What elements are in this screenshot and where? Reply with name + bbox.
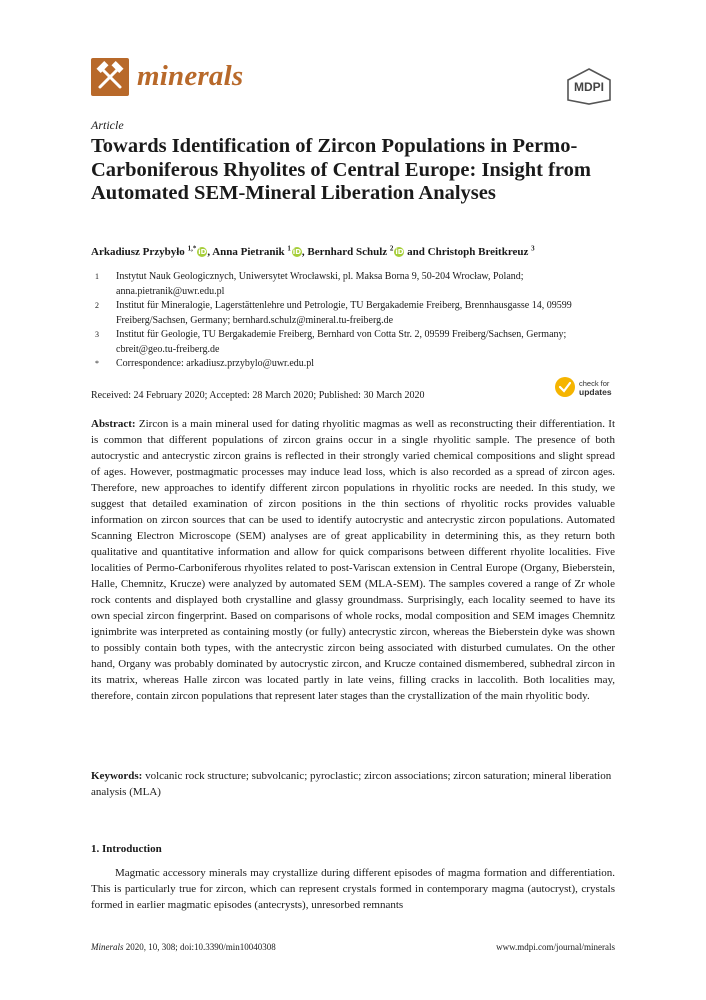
abstract-text: Zircon is a main mineral used for dating rhyolitic magmas as well as reconstructing their differentiation. It is common that different populations of zircon grains occur in a single rhyolitic sample. The presence of both autocrystic and antecrystic zircon grains is reflected in their strongly varied chemical compositions and slight spread of ages. However, postmagmatic processes may induce lead loss, which is also recorded as a spread of zircon ages. Therefore, new approaches to identify different zircon populations in rhyolitic rocks are needed. In this study, we suggest that detailed examination of zircon positions in the thin sections of rhyolitic rocks provides valuable information on zircon sources that can be used to identify autocrystic and antecrystic zircon populations. Automated Scanning Electron Microscope (SEM) analyses are of great applicability in determining this, as they return both qualitative and quantitative information and allow for quick comparisons between different rhyolite localities. Five localities of Permo-Carboniferous rhyolites related to post-Variscan extension in Central Europe (Organy, Bieberstein, Halle, Chemnitz, Krucze) were analyzed by automated SEM (MLA-SEM). The samples covered a range of Zr whole rock contents and displayed both crystalline and glassy groundmass. Surprisingly, each locality seemed to have its own special zircon fingerprint. Based on comparisons of whole rocks, modal composition and SEM images Chemnitz ignimbrite was interpreted as containing mostly (or fully) antecrystic zircon, whereas the Bieberstein dyke was shown to possibly contain both types, with the antecrystic zircon being associated with disturbed cumulates. On the other hand, Organy was probably dominated by autocrystic zircon, and Krucze contained dismembered, subhedral zircon in its matrix, whereas Halle zircon was located partly in late veins, filling cracks in laccolith. Both localities may, therefore, contain zircon populations that represent later stages than the crystallization of the main rhyolitic body. bbox=[91, 418, 616, 702]
author-separator: , bbox=[207, 246, 213, 258]
affiliation-number: 3 bbox=[95, 330, 99, 339]
orcid-icon[interactable]: iD bbox=[395, 248, 404, 256]
article-type: Article bbox=[91, 118, 124, 132]
author-affiliation-sup: 3 bbox=[531, 244, 535, 253]
keywords-label: Keywords: bbox=[91, 770, 143, 782]
orcid-icon[interactable]: iD bbox=[198, 248, 207, 256]
affiliation-item bbox=[91, 357, 626, 387]
keywords bbox=[91, 768, 615, 800]
abstract bbox=[91, 416, 615, 704]
section-heading: 1. Introduction bbox=[91, 843, 162, 855]
journal-logo-icon bbox=[91, 58, 129, 96]
affiliation-text: Instytut Nauk Geologicznych, Uniwersytet Wrocławski, pl. Maksa Borna 9, 50-204 Wrocław, Poland; anna.pietranik@uwr.edu.pl bbox=[116, 271, 524, 297]
publication-dates: Received: 24 February 2020; Accepted: 28 March 2020; Published: 30 March 2020 bbox=[91, 390, 425, 401]
check-circle-icon bbox=[555, 377, 575, 397]
article-title: Towards Identification of Zircon Populations in Permo-Carboniferous Rhyolites of Central Europe: Insight from Automated SEM-Mineral Liberation Analyses bbox=[91, 135, 591, 204]
affiliation-item bbox=[91, 299, 626, 329]
author-name[interactable]: Arkadiusz Przybyło bbox=[91, 246, 188, 258]
footer-citation bbox=[91, 942, 276, 952]
mdpi-logo bbox=[565, 67, 613, 105]
affiliation-item bbox=[91, 270, 626, 300]
author-affiliation-sup: 1,* bbox=[187, 244, 197, 253]
footer-citation-text: 2020, 10, 308; doi:10.3390/min10040308 bbox=[123, 942, 276, 952]
keywords-text: volcanic rock structure; subvolcanic; pyroclastic; zircon associations; zircon saturation; mineral liberation analysis (MLA) bbox=[91, 770, 612, 798]
check-for-updates-button[interactable] bbox=[555, 377, 625, 401]
author-affiliation-sup: 1 bbox=[287, 244, 291, 253]
author-name[interactable]: Bernhard Schulz bbox=[307, 246, 390, 258]
mdpi-logo-text: MDPI bbox=[574, 80, 604, 94]
author-name[interactable]: Anna Pietranik bbox=[212, 246, 288, 258]
check-updates-line1: check for bbox=[579, 379, 610, 388]
affiliation-text: Institut für Mineralogie, Lagerstättenlehre und Petrologie, TU Bergakademie Freiberg, Brennhausgasse 14, 09599 Freiberg/Sachsen, Germany; bernhard.schulz@mineral.tu-freiberg.de bbox=[116, 300, 572, 326]
affiliation-number: * bbox=[95, 359, 99, 368]
orcid-icon[interactable]: iD bbox=[292, 248, 302, 256]
affiliation-number: 2 bbox=[95, 301, 99, 310]
check-updates-line2: updates bbox=[579, 387, 612, 397]
abstract-label: Abstract: bbox=[91, 418, 136, 430]
affiliation-text: Institut für Geologie, TU Bergakademie Freiberg, Bernhard von Cotta Str. 2, 09599 Freiberg/Sachsen, Germany; cbreit@geo.tu-freiberg.de bbox=[116, 329, 567, 355]
author-separator: and bbox=[404, 246, 428, 258]
section-text: Magmatic accessory minerals may crystallize during different episodes of magma formation and differentiation. This is particularly true for zircon, which can represent crystals formed in contemporary magma (autocryst), crystals formed in earlier magmatic episodes (antecrysts), unresorbed remnants bbox=[91, 867, 615, 911]
footer-url[interactable]: www.mdpi.com/journal/minerals bbox=[496, 942, 615, 952]
journal-name: minerals bbox=[137, 60, 244, 92]
affiliation-item bbox=[91, 328, 626, 358]
affiliation-number: 1 bbox=[95, 272, 99, 281]
footer-journal: Minerals bbox=[91, 942, 124, 952]
author-list bbox=[91, 246, 631, 258]
affiliation-text: Correspondence: arkadiusz.przybylo@uwr.edu.pl bbox=[116, 358, 315, 369]
author-name[interactable]: Christoph Breitkreuz bbox=[427, 246, 532, 258]
author-affiliation-sup: 2 bbox=[389, 244, 394, 253]
author-separator: , bbox=[301, 246, 308, 258]
